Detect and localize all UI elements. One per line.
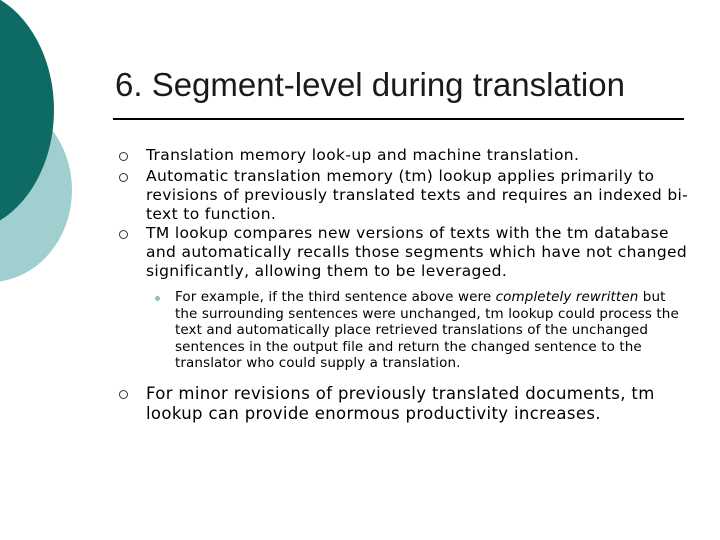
ring-bullet-icon <box>115 167 146 188</box>
bullet-item <box>115 384 690 424</box>
decorative-circles <box>0 0 120 300</box>
bullet-text: Automatic translation memory (tm) lookup applies primarily to revisions of previously translated texts and requires an indexed bi-text to function. <box>146 167 689 223</box>
sub-bullet-text-end: but the surrounding sentences were unchanged, tm lookup could process the text and automatically place retrieved translations of the unchanged sentences in the output file and return the changed sentence to the translator who could supply a translation. <box>175 289 679 372</box>
bullet-text: Translation memory look-up and machine translation. <box>146 146 580 164</box>
sub-bullet-text-start: For example, if the third sentence above were <box>175 289 496 305</box>
dot-bullet-icon <box>146 289 175 305</box>
slide-title: 6. Segment-level during translation <box>115 66 625 103</box>
sub-bullet-text <box>175 289 680 372</box>
slide-content <box>115 146 690 424</box>
bullet-item <box>115 146 690 167</box>
ring-bullet-icon <box>115 384 146 405</box>
bullet-item <box>115 224 690 281</box>
ring-bullet-icon <box>115 146 146 167</box>
bullet-text: For minor revisions of previously translated documents, tm lookup can provide enormous productivity increases. <box>146 383 655 423</box>
title-underline <box>113 118 684 120</box>
sub-bullet-item <box>146 289 690 372</box>
sub-bullet-emphasis: completely rewritten <box>495 289 639 305</box>
bullet-text: TM lookup compares new versions of texts with the tm database and automatically recalls those segments which have not changed significantly, allowing them to be leveraged. <box>146 224 688 280</box>
bullet-item <box>115 167 690 224</box>
ring-bullet-icon <box>115 224 146 245</box>
